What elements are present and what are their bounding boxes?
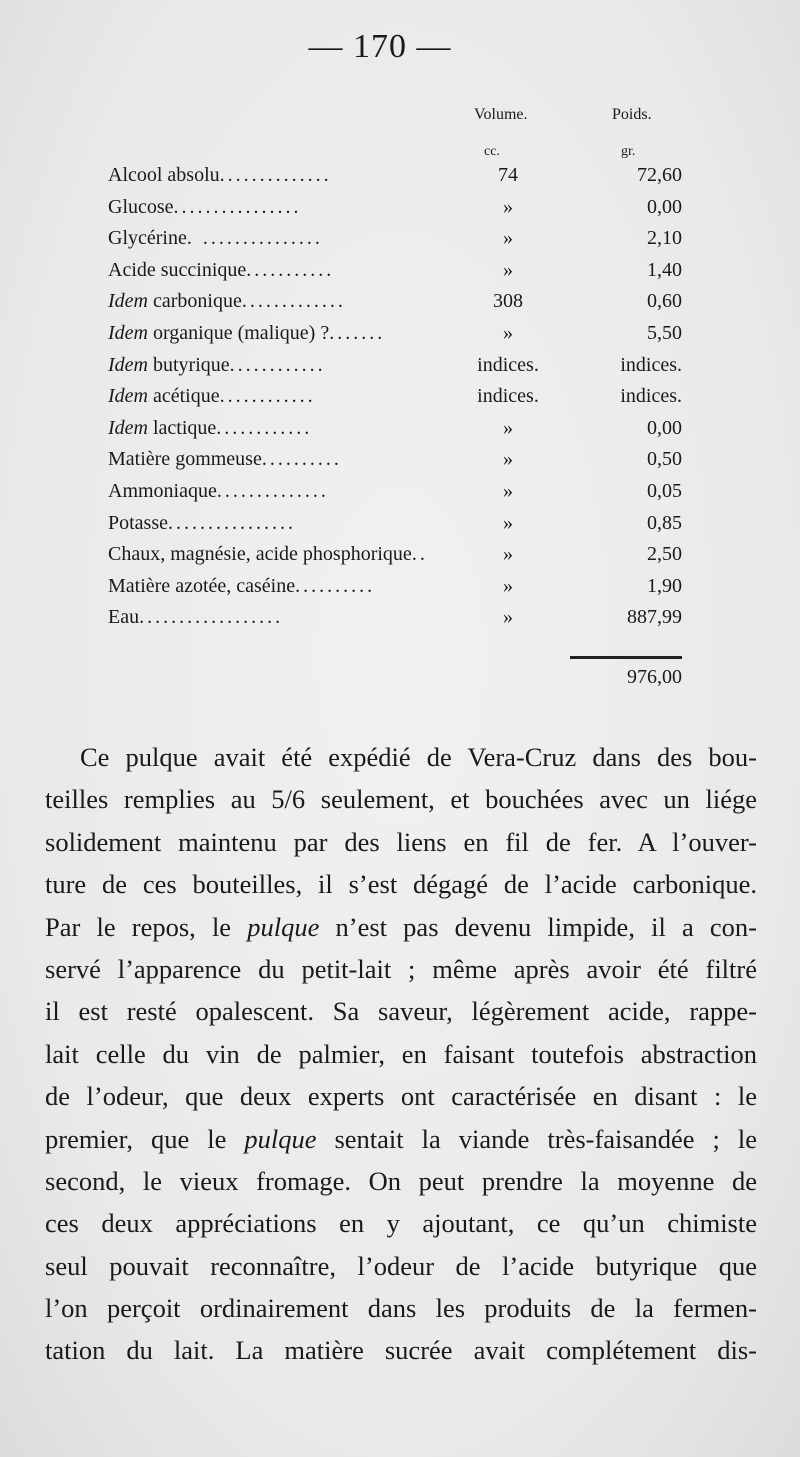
row-poids: 1,90 [647, 574, 682, 597]
text-line [45, 863, 757, 905]
table-row [0, 480, 800, 510]
row-poids: 887,99 [627, 606, 682, 629]
table-row [0, 227, 800, 257]
row-poids: 0,60 [647, 290, 682, 313]
row-label-text: Matière gommeuse [108, 448, 262, 471]
row-leader-dots: ............ [216, 416, 313, 439]
text-line [45, 778, 757, 820]
row-leader-dots: ............. [241, 290, 346, 313]
row-volume: » [503, 258, 513, 281]
text-segment: de l’odeur, que deux experts ont caractérisée en disant : le [45, 1081, 757, 1112]
row-label [108, 259, 480, 282]
row-leader-dots: ................ [168, 511, 296, 534]
row-poids: 0,50 [647, 448, 682, 471]
table-row [0, 259, 800, 289]
row-leader-dots: .......... [295, 574, 376, 597]
text-segment: il est resté opalescent. Sa saveur, légèrement acide, rappe- [45, 996, 757, 1027]
text-segment: n’est pas devenu limpide, il a con- [319, 911, 757, 942]
row-volume: » [503, 195, 513, 218]
row-poids: 2,10 [647, 227, 682, 250]
body-paragraph [45, 736, 757, 1372]
row-label [108, 196, 480, 219]
text-line [45, 1245, 757, 1287]
row-volume: » [503, 511, 513, 534]
row-label-prefix: Idem [108, 385, 148, 408]
table-row [0, 290, 800, 320]
volume-column-header: Volume. [474, 106, 528, 123]
row-poids: 2,50 [647, 543, 682, 566]
table-row [0, 448, 800, 478]
row-label [108, 480, 480, 503]
text-line [45, 906, 757, 948]
row-volume: » [503, 322, 513, 344]
poids-unit: gr. [621, 144, 636, 159]
row-leader-dots: ................ [173, 195, 302, 218]
text-segment: l’on perçoit ordinairement dans les produits de la fermen- [45, 1293, 757, 1324]
text-line [45, 1202, 757, 1244]
table-row [0, 322, 800, 352]
text-line [45, 821, 757, 863]
table-row [0, 164, 800, 194]
row-label-text: acétique [147, 385, 220, 408]
row-poids: 5,50 [647, 322, 682, 344]
row-label-prefix: Idem [108, 322, 148, 344]
row-volume: » [503, 227, 513, 250]
row-leader-dots: ....... [329, 322, 386, 344]
row-poids: 0,05 [647, 480, 682, 502]
table-row [0, 354, 800, 384]
row-label [108, 385, 480, 408]
text-line [45, 1118, 757, 1160]
row-label [108, 448, 480, 471]
row-label-text: Glucose [108, 195, 174, 218]
table-row [0, 543, 800, 573]
row-label-text: lactique [147, 416, 217, 439]
row-label-text: Chaux, magnésie, acide phosphorique [108, 543, 412, 566]
row-poids: 0,00 [647, 416, 682, 439]
row-label [108, 543, 480, 566]
row-label [108, 606, 480, 629]
row-volume: » [503, 606, 513, 629]
text-line [45, 1075, 757, 1117]
row-volume: » [503, 574, 513, 597]
italic-term: pulque [244, 1123, 317, 1154]
text-line [45, 948, 757, 990]
row-label [108, 417, 480, 440]
row-poids: indices. [620, 385, 682, 408]
row-poids: 72,60 [637, 164, 682, 186]
row-volume: » [503, 480, 513, 502]
row-volume: » [503, 448, 513, 471]
page-number: — 170 — [308, 28, 452, 65]
row-leader-dots: .............. [219, 164, 332, 186]
text-segment: lait celle du vin de palmier, en faisant toutefois abstraction [45, 1038, 757, 1069]
row-volume: indices. [477, 353, 539, 376]
text-segment: servé l’apparence du petit-lait ; même après avoir été filtré [45, 953, 757, 984]
row-poids: 0,85 [647, 511, 682, 534]
row-label [108, 290, 480, 313]
text-segment: Par le repos, le [45, 911, 248, 942]
poids-column-header: Poids. [612, 106, 652, 123]
text-line [45, 990, 757, 1032]
row-label [108, 164, 480, 187]
volume-unit: cc. [484, 144, 500, 159]
text-line [45, 1287, 757, 1329]
row-poids: 1,40 [647, 258, 682, 281]
total-value: 976,00 [627, 666, 682, 688]
text-segment: solidement maintenu par des liens en fil de fer. A l’ouver- [45, 826, 757, 857]
row-leader-dots: .............. [216, 480, 329, 502]
row-label [108, 227, 480, 250]
row-leader-dots: . ............... [186, 227, 323, 250]
row-label-text: Ammoniaque [108, 480, 217, 502]
row-poids: 0,00 [647, 195, 682, 218]
row-leader-dots: ............ [219, 385, 316, 408]
row-leader-dots: ............ [229, 353, 326, 376]
row-label-text: Glycérine [108, 227, 187, 250]
row-volume: indices. [477, 385, 539, 408]
italic-term: pulque [247, 911, 320, 942]
row-label [108, 322, 480, 345]
text-segment: premier, que le [45, 1123, 245, 1154]
text-segment: ture de ces bouteilles, il s’est dégagé de l’acide carbonique. [45, 869, 757, 900]
row-poids: indices. [620, 353, 682, 376]
table-row [0, 417, 800, 447]
text-segment: sentait la viande très-faisandée ; le [316, 1123, 757, 1154]
row-volume: 74 [498, 164, 518, 186]
row-label-prefix: Idem [108, 290, 148, 313]
row-label-text: Acide succinique [108, 258, 247, 281]
row-volume: 308 [493, 290, 523, 313]
table-row [0, 512, 800, 542]
text-line [45, 736, 757, 778]
row-label-text: butyrique [147, 353, 230, 376]
row-leader-dots: .. [411, 543, 428, 566]
row-volume: » [503, 543, 513, 566]
row-label-prefix: Idem [108, 416, 148, 439]
row-label [108, 575, 480, 598]
row-label-text: Matière azotée, caséine [108, 574, 296, 597]
table-row [0, 606, 800, 636]
row-label-text: Alcool absolu [108, 164, 220, 186]
row-leader-dots: ........... [246, 258, 335, 281]
text-line [45, 1329, 757, 1371]
text-segment: ces deux appréciations en y ajoutant, ce qu’un chimiste [45, 1208, 757, 1239]
row-label-text: organique (malique) ? [147, 322, 330, 344]
total-rule [570, 656, 682, 659]
row-leader-dots: .......... [261, 448, 342, 471]
row-label-prefix: Idem [108, 353, 148, 376]
text-line [45, 1160, 757, 1202]
row-leader-dots: .................. [139, 606, 284, 629]
row-label-text: Eau [108, 606, 140, 629]
text-segment: second, le vieux fromage. On peut prendre la moyenne de [45, 1165, 757, 1196]
table-row [0, 196, 800, 226]
table-row [0, 575, 800, 605]
row-label-text: carbonique [147, 290, 242, 313]
text-segment: tation du lait. La matière sucrée avait complétement dis- [45, 1335, 757, 1366]
table-row [0, 385, 800, 415]
row-label-text: Potasse [108, 511, 168, 534]
text-segment: seul pouvait reconnaître, l’odeur de l’acide butyrique que [45, 1250, 757, 1281]
text-segment: Ce pulque avait été expédié de Vera-Cruz dans des bou- [80, 742, 757, 772]
text-segment: teilles remplies au 5/6 seulement, et bouchées avec un liége [45, 784, 757, 815]
text-line [45, 1033, 757, 1075]
row-volume: » [503, 416, 513, 439]
row-label [108, 354, 480, 377]
row-label [108, 512, 480, 535]
